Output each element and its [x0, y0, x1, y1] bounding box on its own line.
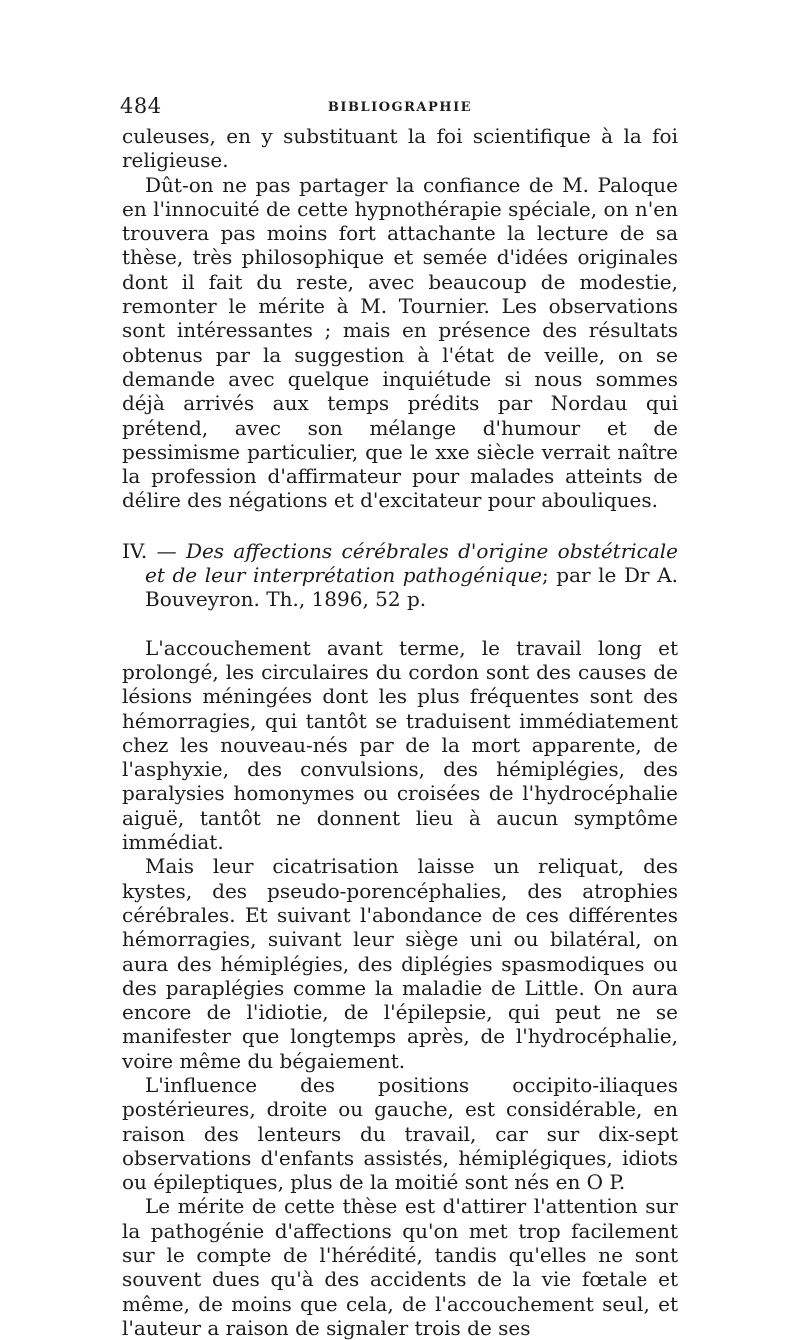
running-title: BIBLIOGRAPHIE	[327, 100, 473, 115]
paragraph-positions: L'influence des positions occipito-iliaques postérieures, droite ou gauche, est considérable, en raison des lenteurs du travail, car sur dix-sept observations d'enfants assistés, hémiplégiques, idiots ou épileptiques, plus de la moitié sont nés en O P.	[122, 1072, 678, 1195]
paragraph-causes: L'accouchement avant terme, le travail long et prolongé, les circulaires du cordon sont des causes de lésions méningées dont les plus fréquentes sont des hémorragies, qui tantôt se traduisent immédiatement chez les nouveau-nés par de la mort apparente, de l'asphyxie, des convulsions, des hémiplégies, des paralysies homonymes ou croisées de l'hydrocéphalie aiguë, tantôt ne donnent lieu à aucun symptôme immédiat.	[122, 635, 678, 855]
section-citation: ; par le Dr A. Bouveyron. Th., 1896, 52 p.	[145, 563, 678, 612]
paragraph-paloque-review: Dût-on ne pas partager la confiance de M. Paloque en l'innocuité de cette hypnothérapie spéciale, on n'en trouvera pas moins fort attachante la lecture de sa thèse, très philosophique et semée d'idées originales dont il fait du reste, avec beaucoup de modestie, remonter le mérite à M. Tournier. Les observations sont intéressantes ; mais en présence des résultats obtenus par la suggestion à l'état de veille, on se demande avec quelque inquiétude si nous sommes déjà arrivés aux temps prédits par Nordau qui prétend, avec son mélange d'humour et de pessimisme particulier, que le xxe siècle verrait naître la profession d'affirmateur pour malades atteints de délire des négations et d'excitateur pour abouliques.	[122, 172, 678, 513]
section-title: Des affections cérébrales d'origine obstétricale et de leur interprétation pathogénique	[145, 538, 679, 588]
paragraph-merit: Le mérite de cette thèse est d'attirer l'attention sur la pathogénie d'affections qu'on met trop facilement sur le compte de l'hérédité, tandis qu'elles ne sont souvent dues qu'à des accidents de la vie fœtale et même, de moins que cela, de l'accouchement seul, et l'auteur a raison de signaler trois de ses	[122, 1194, 678, 1340]
section-heading	[122, 539, 678, 612]
paragraph-sequelae: Mais leur cicatrisation laisse un reliquat, des kystes, des pseudo-porencéphalies, des atrophies cérébrales. Et suivant l'abondance de ces différentes hémorragies, suivant leur siège uni ou bilatéral, on aura des hémiplégies, des diplégies spasmodiques ou des paraplégies comme la maladie de Little. On aura encore de l'idiotie, de l'épilepsie, qui peut ne se manifester que longtemps après, de l'hydrocéphalie, voire même du bégaiement.	[122, 854, 678, 1073]
page-body	[122, 124, 678, 1340]
page-number: 484	[120, 94, 162, 118]
paragraph-continuation: culeuses, en y substituant la foi scientifique à la foi religieuse.	[122, 124, 678, 173]
section-dash: —	[156, 538, 177, 563]
page-header	[120, 94, 680, 120]
section-number: IV.	[122, 538, 148, 563]
